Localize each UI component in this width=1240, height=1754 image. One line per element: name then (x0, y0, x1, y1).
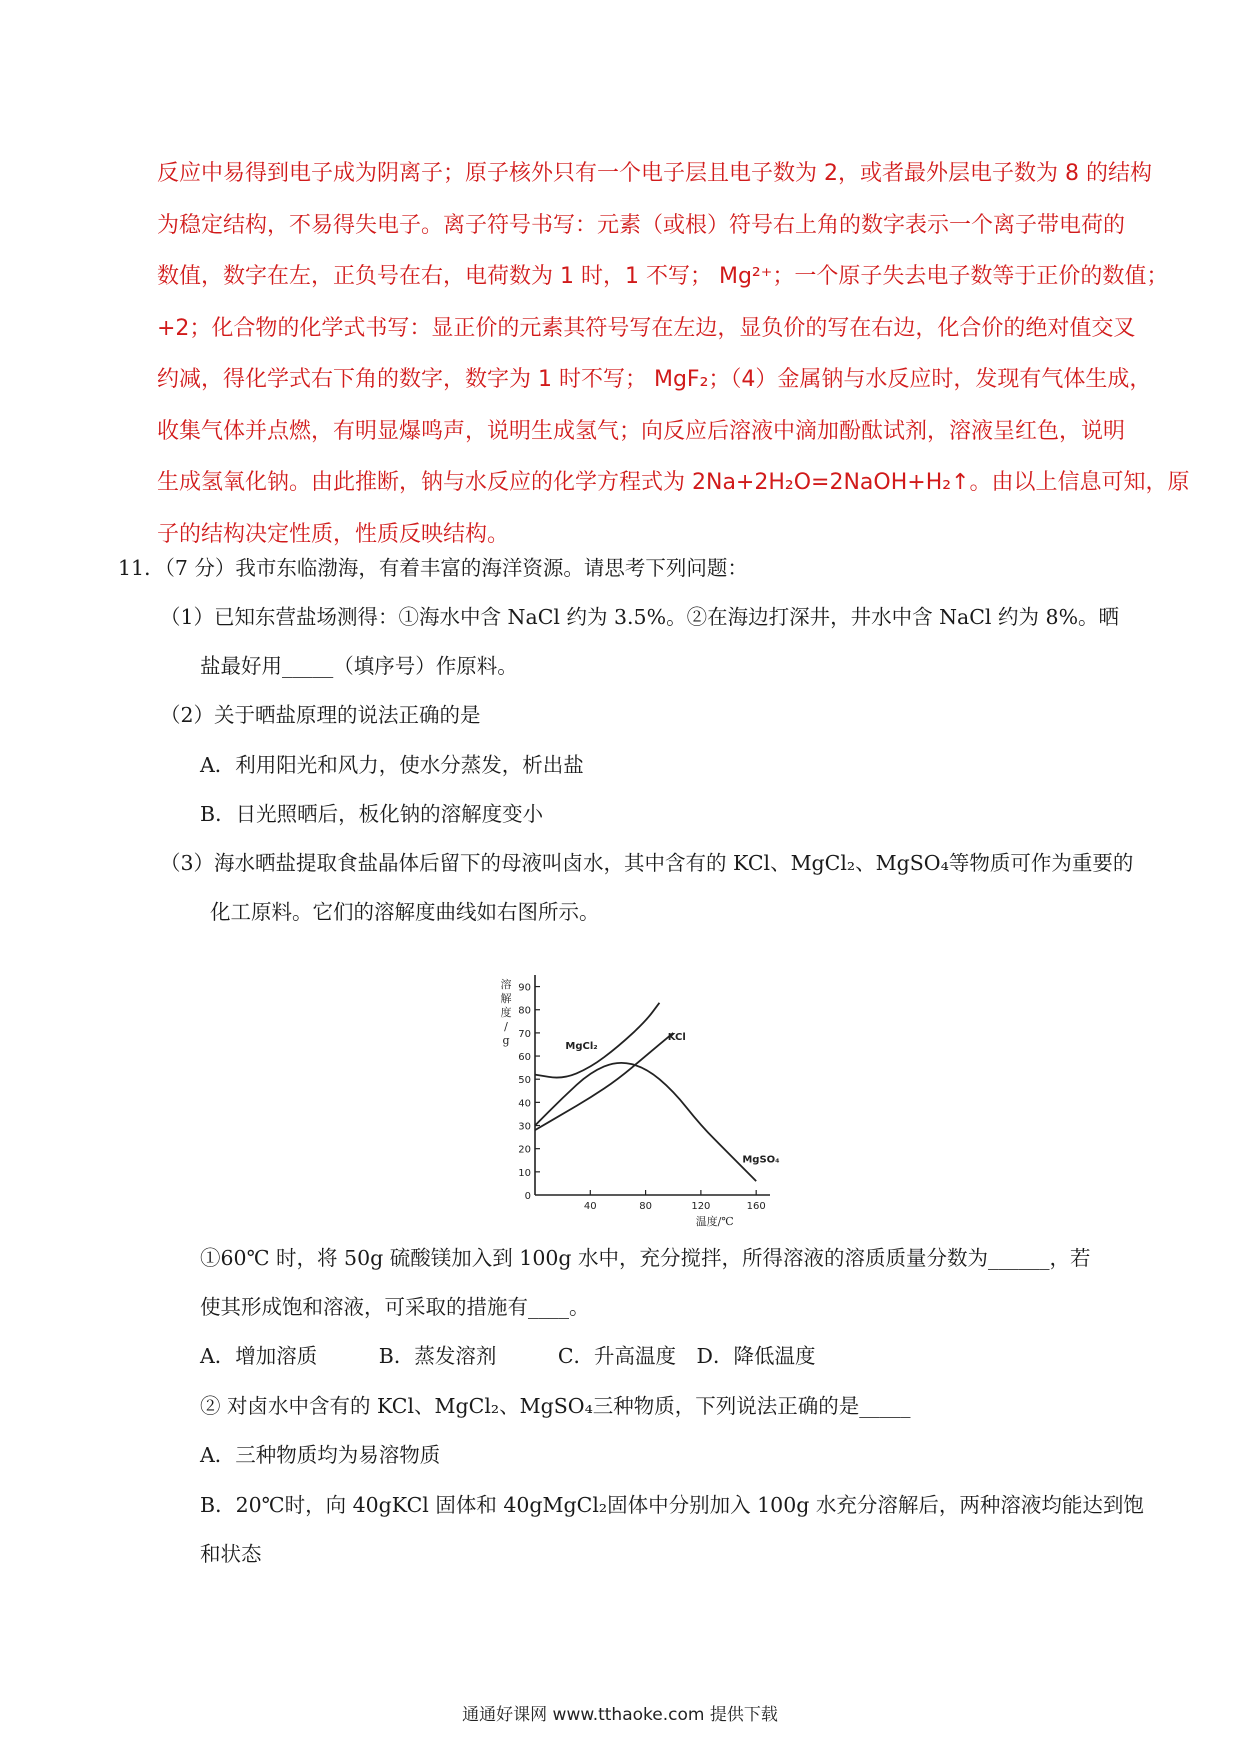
y-tick-label: 70 (518, 1028, 531, 1040)
solubility-chart (490, 960, 790, 1230)
explanation-line: 反应中易得到电子成为阴离子；原子核外只有一个电子层且电子数为 2，或者最外层电子数为 8 的结构 (157, 161, 1152, 186)
sub2-option-a: A．三种物质均为易溶物质 (200, 1443, 441, 1467)
x-tick-label: 160 (746, 1201, 766, 1212)
option-b: B．日光照晒后，板化钠的溶解度变小 (200, 802, 544, 826)
part2-text: （2）关于晒盐原理的说法正确的是 (160, 703, 481, 727)
sub1-text: ①60℃ 时，将 50g 硫酸镁加入到 100g 水中，充分搅拌，所得溶液的溶质质量分数为______，若 (200, 1246, 1091, 1270)
series-line (535, 1063, 756, 1181)
y-tick-label: 60 (518, 1052, 531, 1064)
series-label: MgSO₄ (742, 1154, 780, 1166)
sub1-options: A．增加溶质 B．蒸发溶剂 C．升高温度 D．降低温度 (200, 1344, 816, 1368)
explanation-line: 收集气体并点燃，有明显爆鸣声，说明生成氢气；向反应后溶液中滴加酚酞试剂，溶液呈红色，说明 (157, 418, 1126, 444)
x-axis-label: 温度/℃ (695, 1215, 734, 1228)
y-tick-label: 80 (518, 1005, 531, 1017)
explanation-line: +2；化合物的化学式书写：显正价的元素其符号写在左边，显负价的写在右边，化合价的绝对值交叉 (157, 315, 1136, 341)
y-tick-label: 40 (518, 1098, 531, 1110)
sub2-text: ② 对卤水中含有的 KCl、MgCl₂、MgSO₄三种物质，下列说法正确的是_____ (200, 1394, 911, 1418)
part1-text: 盐最好用_____（填序号）作原料。 (200, 654, 518, 678)
series-label: MgCl₂ (565, 1041, 598, 1053)
series-label: KCl (667, 1031, 686, 1043)
option-a: A．利用阳光和风力，使水分蒸发，析出盐 (200, 753, 584, 777)
y-tick-label: 10 (518, 1167, 531, 1179)
solubility-chart-svg (490, 960, 790, 1230)
explanation-line: 生成氢氧化钠。由此推断，钠与水反应的化学方程式为 2Na+2H₂O=2NaOH+H₂↑。由以上信息可知，原 (157, 470, 1190, 495)
answer-explanation (157, 148, 1190, 560)
y-axis-label: g (502, 1034, 510, 1047)
explanation-line: 为稳定结构，不易得失电子。离子符号书写：元素（或根）符号右上角的数字表示一个离子带电荷的 (157, 212, 1126, 238)
origin-label: 0 (524, 1191, 531, 1202)
explanation-line: 约减，得化学式右下角的数字，数字为 1 时不写； MgF₂；（4）金属钠与水反应时，发现有气体生成， (157, 367, 1152, 392)
explanation-line: 数值，数字在左，正负号在右，电荷数为 1 时，1 不写； Mg²⁺；一个原子失去电子数等于正价的数值； (157, 264, 1169, 289)
part1-text: （1）已知东营盐场测得：①海水中含 NaCl 约为 3.5%。②在海边打深井，井水中含 NaCl 约为 8%。晒 (160, 605, 1120, 629)
y-axis-label: 解 (500, 992, 512, 1005)
series-line (535, 1033, 673, 1130)
y-tick-label: 90 (518, 982, 531, 994)
sub2-option-b: B．20℃时，向 40gKCl 固体和 40gMgCl₂固体中分别加入 100g 水充分溶解后，两种溶液均能达到饱 (200, 1493, 1144, 1517)
y-tick-label: 30 (518, 1121, 531, 1133)
sub1-text: 使其形成饱和溶液，可采取的措施有____。 (200, 1295, 590, 1319)
y-axis-label: 溶 (500, 978, 512, 991)
part3-text: （3）海水晒盐提取食盐晶体后留下的母液叫卤水，其中含有的 KCl、MgCl₂、MgSO₄等物质可作为重要的 (160, 851, 1134, 875)
x-tick-label: 40 (583, 1201, 597, 1212)
y-tick-label: 20 (518, 1144, 531, 1156)
y-axis-label: 度 (500, 1006, 512, 1019)
page-footer: 通通好课网 www.tthaoke.com 提供下载 (462, 1705, 778, 1725)
explanation-line: 子的结构决定性质，性质反映结构。 (157, 521, 510, 547)
x-tick-label: 80 (639, 1201, 652, 1212)
sub2-option-b: 和状态 (200, 1542, 262, 1566)
y-axis-label: / (504, 1020, 508, 1033)
part3-text: 化工原料。它们的溶解度曲线如右图所示。 (210, 900, 600, 924)
x-tick-label: 120 (691, 1201, 711, 1212)
question-title: 11．（7 分）我市东临渤海，有着丰富的海洋资源。请思考下列问题： (118, 556, 748, 580)
y-tick-label: 50 (518, 1075, 531, 1087)
